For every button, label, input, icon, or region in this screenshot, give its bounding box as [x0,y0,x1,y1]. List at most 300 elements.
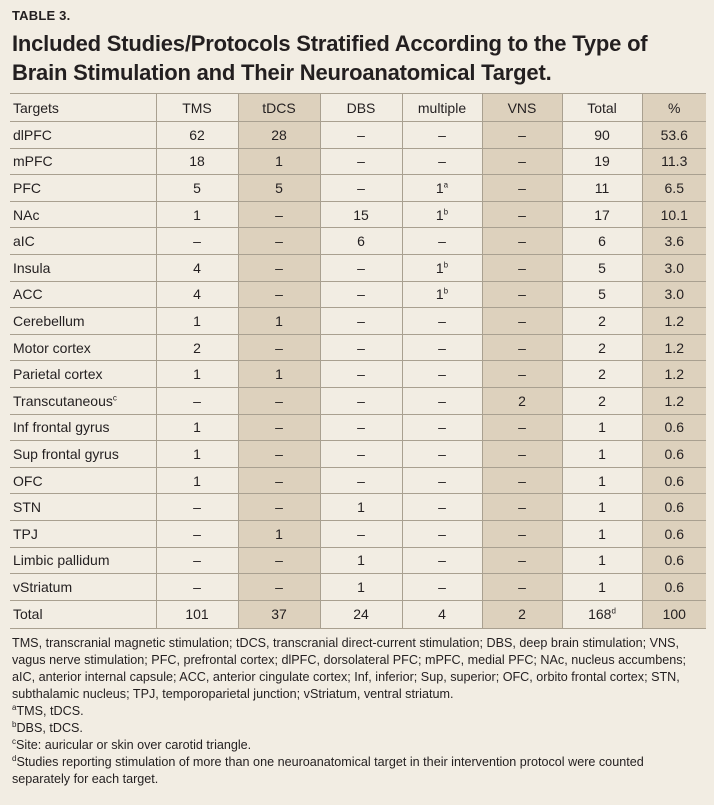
vns-cell-value: – [518,578,526,595]
dbs-cell [320,148,402,175]
table-row [10,254,706,281]
total-cell [562,281,642,308]
multiple-cell [402,414,482,441]
pct-cell [642,520,706,547]
vns-cell [482,494,562,521]
target-cell [10,281,156,308]
pct-cell [642,122,706,149]
tms-cell-value: – [193,552,201,569]
pct-cell-value: 3.0 [664,286,684,303]
dbs-cell-value: – [357,126,365,143]
total-cell [562,494,642,521]
tms-cell-value: 18 [189,153,205,170]
pct-cell [642,308,706,335]
pct-cell-value: 0.6 [664,525,684,542]
multiple-cell-value: 1 [435,179,444,196]
dbs-cell-value: – [357,445,365,462]
pct-cell-value: 53.6 [660,126,688,143]
table-row [10,467,706,494]
vns-cell-value: – [518,179,526,196]
pct-cell [642,494,706,521]
multiple-cell-value: – [438,525,446,542]
vns-cell [482,254,562,281]
tms-cell [156,201,238,228]
multiple-cell-value: – [438,552,446,569]
target-cell-value: Cerebellum [13,312,85,329]
table-row [10,441,706,468]
pct-cell [642,254,706,281]
vns-cell [482,122,562,149]
tms-cell-value: 4 [193,286,201,303]
vns-cell-value: – [518,286,526,303]
multiple-cell-footnote-mark: b [443,260,449,270]
pct-cell-value: 0.6 [664,472,684,489]
pct-cell [642,361,706,388]
pct-cell-value: 1.2 [664,366,684,383]
total-cell-value: 2 [598,366,606,383]
tdcs-cell-value: – [275,233,283,250]
pct-cell [642,175,706,202]
target-cell [10,254,156,281]
target-cell [10,201,156,228]
target-cell [10,494,156,521]
pct-cell-value: 0.6 [664,499,684,516]
header-tms: TMS [156,94,238,122]
tdcs-cell [238,494,320,521]
total-cell [562,148,642,175]
total-cell [562,520,642,547]
total-cell [562,441,642,468]
target-cell [10,441,156,468]
vns-cell-value: – [518,525,526,542]
total-cell-value: 1 [598,552,606,569]
multiple-cell [402,281,482,308]
target-cell [10,175,156,202]
target-cell-value: vStriatum [13,578,73,595]
pct-cell [642,547,706,574]
table-row [10,175,706,202]
dbs-cell [320,122,402,149]
tdcs-cell [238,414,320,441]
target-cell [10,387,156,414]
tdcs-cell-value: – [275,339,283,356]
vns-cell-value: – [518,419,526,436]
tms-cell-value: – [193,499,201,516]
target-cell-value: OFC [13,472,43,489]
total-tdcs-cell-value: 37 [271,606,287,623]
tdcs-cell-value: 5 [275,179,283,196]
multiple-cell [402,520,482,547]
table-row [10,520,706,547]
tms-cell [156,175,238,202]
total-cell-value: 2 [598,392,606,409]
abbreviations-note: TMS, transcranial magnetic stimulation; tDCS, transcranial direct-current stimulation; DBS, deep brain stimulation; VNS, vagus nerve stimulation; PFC, prefrontal cortex; dlPFC, dorsolateral PFC; mPFC, medial PFC; NAc, nucleus accumbens; aIC, anterior internal capsule; ACC, anterior cingulate cortex; Inf, inferior; Sup, superior; OFC, orbito frontal cortex; STN, subthalamic nucleus; TPJ, temporoparietal junction; vStriatum, ventral striatum. [12,635,687,701]
tdcs-cell [238,308,320,335]
target-cell-value: Inf frontal gyrus [13,419,110,436]
pct-cell-value: 11.3 [661,153,688,170]
tms-cell [156,520,238,547]
tms-cell-value: 62 [189,126,205,143]
pct-cell-value: 6.5 [664,179,684,196]
target-cell [10,467,156,494]
tdcs-cell-value: 1 [275,153,283,170]
footnotes [12,703,702,788]
total-cell-value: 17 [594,206,610,223]
table-row [10,387,706,414]
vns-cell-value: – [518,233,526,250]
dbs-cell-value: 15 [353,206,369,223]
total-tms-cell [156,600,238,628]
footnote-text: Studies reporting stimulation of more than one neuroanatomical target in their intervention protocol were counted separately for each target. [12,754,644,786]
multiple-cell [402,228,482,255]
total-cell [562,308,642,335]
pct-cell-value: 0.6 [664,578,684,595]
total-pct-cell [642,600,706,628]
tdcs-cell-value: – [275,286,283,303]
dbs-cell [320,334,402,361]
total-cell-value: 1 [598,472,606,489]
multiple-cell [402,494,482,521]
vns-cell-value: – [518,259,526,276]
multiple-cell-value: – [438,499,446,516]
table-notes [12,635,702,788]
multiple-cell [402,148,482,175]
tdcs-cell-value: 1 [275,525,283,542]
vns-cell [482,414,562,441]
footnote-mark: b [12,719,17,729]
header-dbs: DBS [320,94,402,122]
tms-cell [156,308,238,335]
tdcs-cell-value: – [275,419,283,436]
pct-cell [642,414,706,441]
pct-cell [642,467,706,494]
total-cell-value: 19 [594,153,610,170]
total-cell [562,547,642,574]
dbs-cell [320,494,402,521]
total-cell-value: 2 [598,312,606,329]
header-row [10,94,706,122]
tdcs-cell-value: – [275,206,283,223]
total-cell [562,361,642,388]
total-cell [562,574,642,601]
multiple-cell [402,467,482,494]
tms-cell [156,228,238,255]
table-row [10,122,706,149]
target-cell-value: Sup frontal gyrus [13,445,119,462]
vns-cell-value: – [518,445,526,462]
dbs-cell [320,175,402,202]
table-row [10,228,706,255]
multiple-cell-value: – [438,233,446,250]
target-cell-value: aIC [13,233,35,250]
tdcs-cell [238,201,320,228]
tdcs-cell [238,334,320,361]
tms-cell [156,122,238,149]
vns-cell [482,387,562,414]
table-row [10,148,706,175]
tdcs-cell-value: 1 [275,312,283,329]
dbs-cell [320,254,402,281]
target-cell [10,520,156,547]
target-cell-value: Parietal cortex [13,366,103,383]
tms-cell-value: 1 [193,472,201,489]
vns-cell [482,520,562,547]
pct-cell [642,148,706,175]
table-row [10,494,706,521]
multiple-cell-value: 1 [435,206,444,223]
table-row [10,201,706,228]
multiple-cell-value: – [438,578,446,595]
multiple-cell [402,175,482,202]
tdcs-cell-value: – [275,392,283,409]
vns-cell [482,547,562,574]
total-cell-value: 2 [598,339,606,356]
dbs-cell-value: – [357,312,365,329]
footnote [12,737,702,754]
multiple-cell [402,334,482,361]
tdcs-cell-value: – [275,259,283,276]
multiple-cell [402,201,482,228]
tdcs-cell-value: – [275,499,283,516]
vns-cell-value: – [518,153,526,170]
dbs-cell [320,441,402,468]
target-cell-value: Transcutaneous [13,392,113,409]
vns-cell-value: – [518,339,526,356]
vns-cell [482,228,562,255]
multiple-cell-value: – [438,445,446,462]
vns-cell-value: – [518,472,526,489]
tms-cell-value: 5 [193,179,201,196]
tms-cell-value: 2 [193,339,201,356]
tms-cell [156,254,238,281]
footnote-text: DBS, tDCS. [16,720,83,735]
pct-cell [642,441,706,468]
target-cell [10,148,156,175]
total-row [10,600,706,628]
pct-cell-value: 3.6 [664,233,684,250]
tms-cell [156,334,238,361]
target-cell-value: ACC [13,286,43,303]
vns-cell [482,148,562,175]
table-title [12,29,706,87]
tms-cell-value: 1 [193,312,201,329]
total-cell [562,414,642,441]
multiple-cell [402,122,482,149]
tms-cell-value: 1 [193,366,201,383]
vns-cell-value: – [518,552,526,569]
tms-cell-value: 1 [193,445,201,462]
total-vns-cell-value: 2 [518,606,526,623]
tdcs-cell-value: – [275,445,283,462]
tms-cell [156,467,238,494]
tdcs-cell [238,122,320,149]
multiple-cell-value: 1 [435,286,444,303]
target-cell [10,547,156,574]
total-cell [562,334,642,361]
total-cell-value: 5 [598,259,606,276]
vns-cell [482,308,562,335]
multiple-cell [402,254,482,281]
vns-cell-value: – [518,206,526,223]
tms-cell-value: 1 [193,206,201,223]
dbs-cell-value: 1 [357,578,365,595]
footnote-text: Site: auricular or skin over carotid triangle. [16,737,252,752]
vns-cell [482,281,562,308]
target-cell-value: dlPFC [13,126,52,143]
total-cell [562,201,642,228]
multiple-cell-value: – [438,419,446,436]
target-cell-value: mPFC [13,153,53,170]
multiple-cell [402,387,482,414]
target-cell [10,361,156,388]
footnote-mark: c [12,736,16,746]
vns-cell [482,334,562,361]
vns-cell [482,361,562,388]
table-row [10,281,706,308]
tms-cell-value: – [193,233,201,250]
vns-cell-value: – [518,366,526,383]
table-row [10,574,706,601]
target-cell-value: PFC [13,179,41,196]
stimulation-table [10,93,706,629]
total-multiple-cell-value: 4 [438,606,446,623]
tdcs-cell-value: – [275,578,283,595]
total-cell [562,122,642,149]
vns-cell [482,574,562,601]
multiple-cell-value: – [438,366,446,383]
total-cell [562,228,642,255]
target-cell [10,122,156,149]
tdcs-cell-value: – [275,472,283,489]
multiple-cell [402,574,482,601]
tms-cell [156,387,238,414]
dbs-cell-value: 6 [357,233,365,250]
total-tdcs-cell [238,600,320,628]
pct-cell [642,387,706,414]
dbs-cell-value: – [357,366,365,383]
multiple-cell-value: – [438,472,446,489]
target-cell [10,308,156,335]
total-multiple-cell [402,600,482,628]
total-total-cell-value: 168 [588,606,612,623]
header-targets: Targets [10,94,156,122]
tms-cell-value: 4 [193,259,201,276]
tdcs-cell [238,281,320,308]
pct-cell-value: 1.2 [664,312,684,329]
target-cell [10,574,156,601]
total-cell-value: 6 [598,233,606,250]
dbs-cell-value: – [357,472,365,489]
tms-cell [156,441,238,468]
tms-cell [156,547,238,574]
vns-cell [482,467,562,494]
title-line-1: Included Studies/Protocols Stratified According to the Type of [12,31,648,56]
pct-cell-value: 3.0 [664,259,684,276]
total-cell [562,175,642,202]
footnote [12,754,702,788]
tdcs-cell [238,254,320,281]
tdcs-cell [238,148,320,175]
tdcs-cell-value: 28 [271,126,287,143]
header-percent: % [642,94,706,122]
pct-cell [642,228,706,255]
multiple-cell-footnote-mark: a [443,180,449,190]
vns-cell-value: 2 [518,392,526,409]
pct-cell-value: 10.1 [660,206,688,223]
table-body [10,122,706,629]
total-cell-value: 1 [598,419,606,436]
dbs-cell [320,574,402,601]
pct-cell-value: 1.2 [664,392,684,409]
tms-cell [156,148,238,175]
multiple-cell-footnote-mark: b [443,206,449,216]
total-cell-value: 90 [594,126,610,143]
pct-cell [642,201,706,228]
tms-cell [156,281,238,308]
footnote-text: TMS, tDCS. [16,703,84,718]
table-row [10,414,706,441]
total-cell [562,467,642,494]
multiple-cell-value: – [438,312,446,329]
dbs-cell [320,387,402,414]
dbs-cell [320,414,402,441]
tdcs-cell [238,441,320,468]
dbs-cell-value: 1 [357,552,365,569]
pct-cell [642,281,706,308]
footnote [12,703,702,720]
pct-cell-value: 0.6 [664,445,684,462]
tdcs-cell-value: 1 [275,366,283,383]
total-cell-value: 1 [598,445,606,462]
table-label: TABLE 3. [12,8,71,23]
target-cell [10,334,156,361]
tdcs-cell [238,387,320,414]
pct-cell-value: 0.6 [664,419,684,436]
dbs-cell [320,308,402,335]
total-label-cell-value: Total [13,606,43,623]
dbs-cell [320,281,402,308]
target-cell-value: NAc [13,206,40,223]
footnote [12,720,702,737]
dbs-cell [320,228,402,255]
header-total: Total [562,94,642,122]
pct-cell-value: 0.6 [664,552,684,569]
dbs-cell-value: – [357,286,365,303]
tdcs-cell [238,361,320,388]
pct-cell [642,334,706,361]
vns-cell-value: – [518,499,526,516]
footnote-mark: d [12,753,17,763]
vns-cell [482,201,562,228]
tms-cell [156,574,238,601]
total-vns-cell [482,600,562,628]
target-cell [10,414,156,441]
table-row [10,361,706,388]
target-cell [10,228,156,255]
multiple-cell-value: – [438,153,446,170]
tdcs-cell [238,467,320,494]
title-line-2: Brain Stimulation and Their Neuroanatomical Target. [12,60,552,85]
total-cell-value: 1 [598,525,606,542]
total-total-cell [562,600,642,628]
dbs-cell-value: – [357,339,365,356]
dbs-cell-value: – [357,525,365,542]
multiple-cell-value: 1 [435,259,444,276]
tms-cell-value: – [193,525,201,542]
multiple-cell-footnote-mark: b [443,286,449,296]
tms-cell-value: – [193,392,201,409]
total-pct-cell-value: 100 [662,606,686,623]
